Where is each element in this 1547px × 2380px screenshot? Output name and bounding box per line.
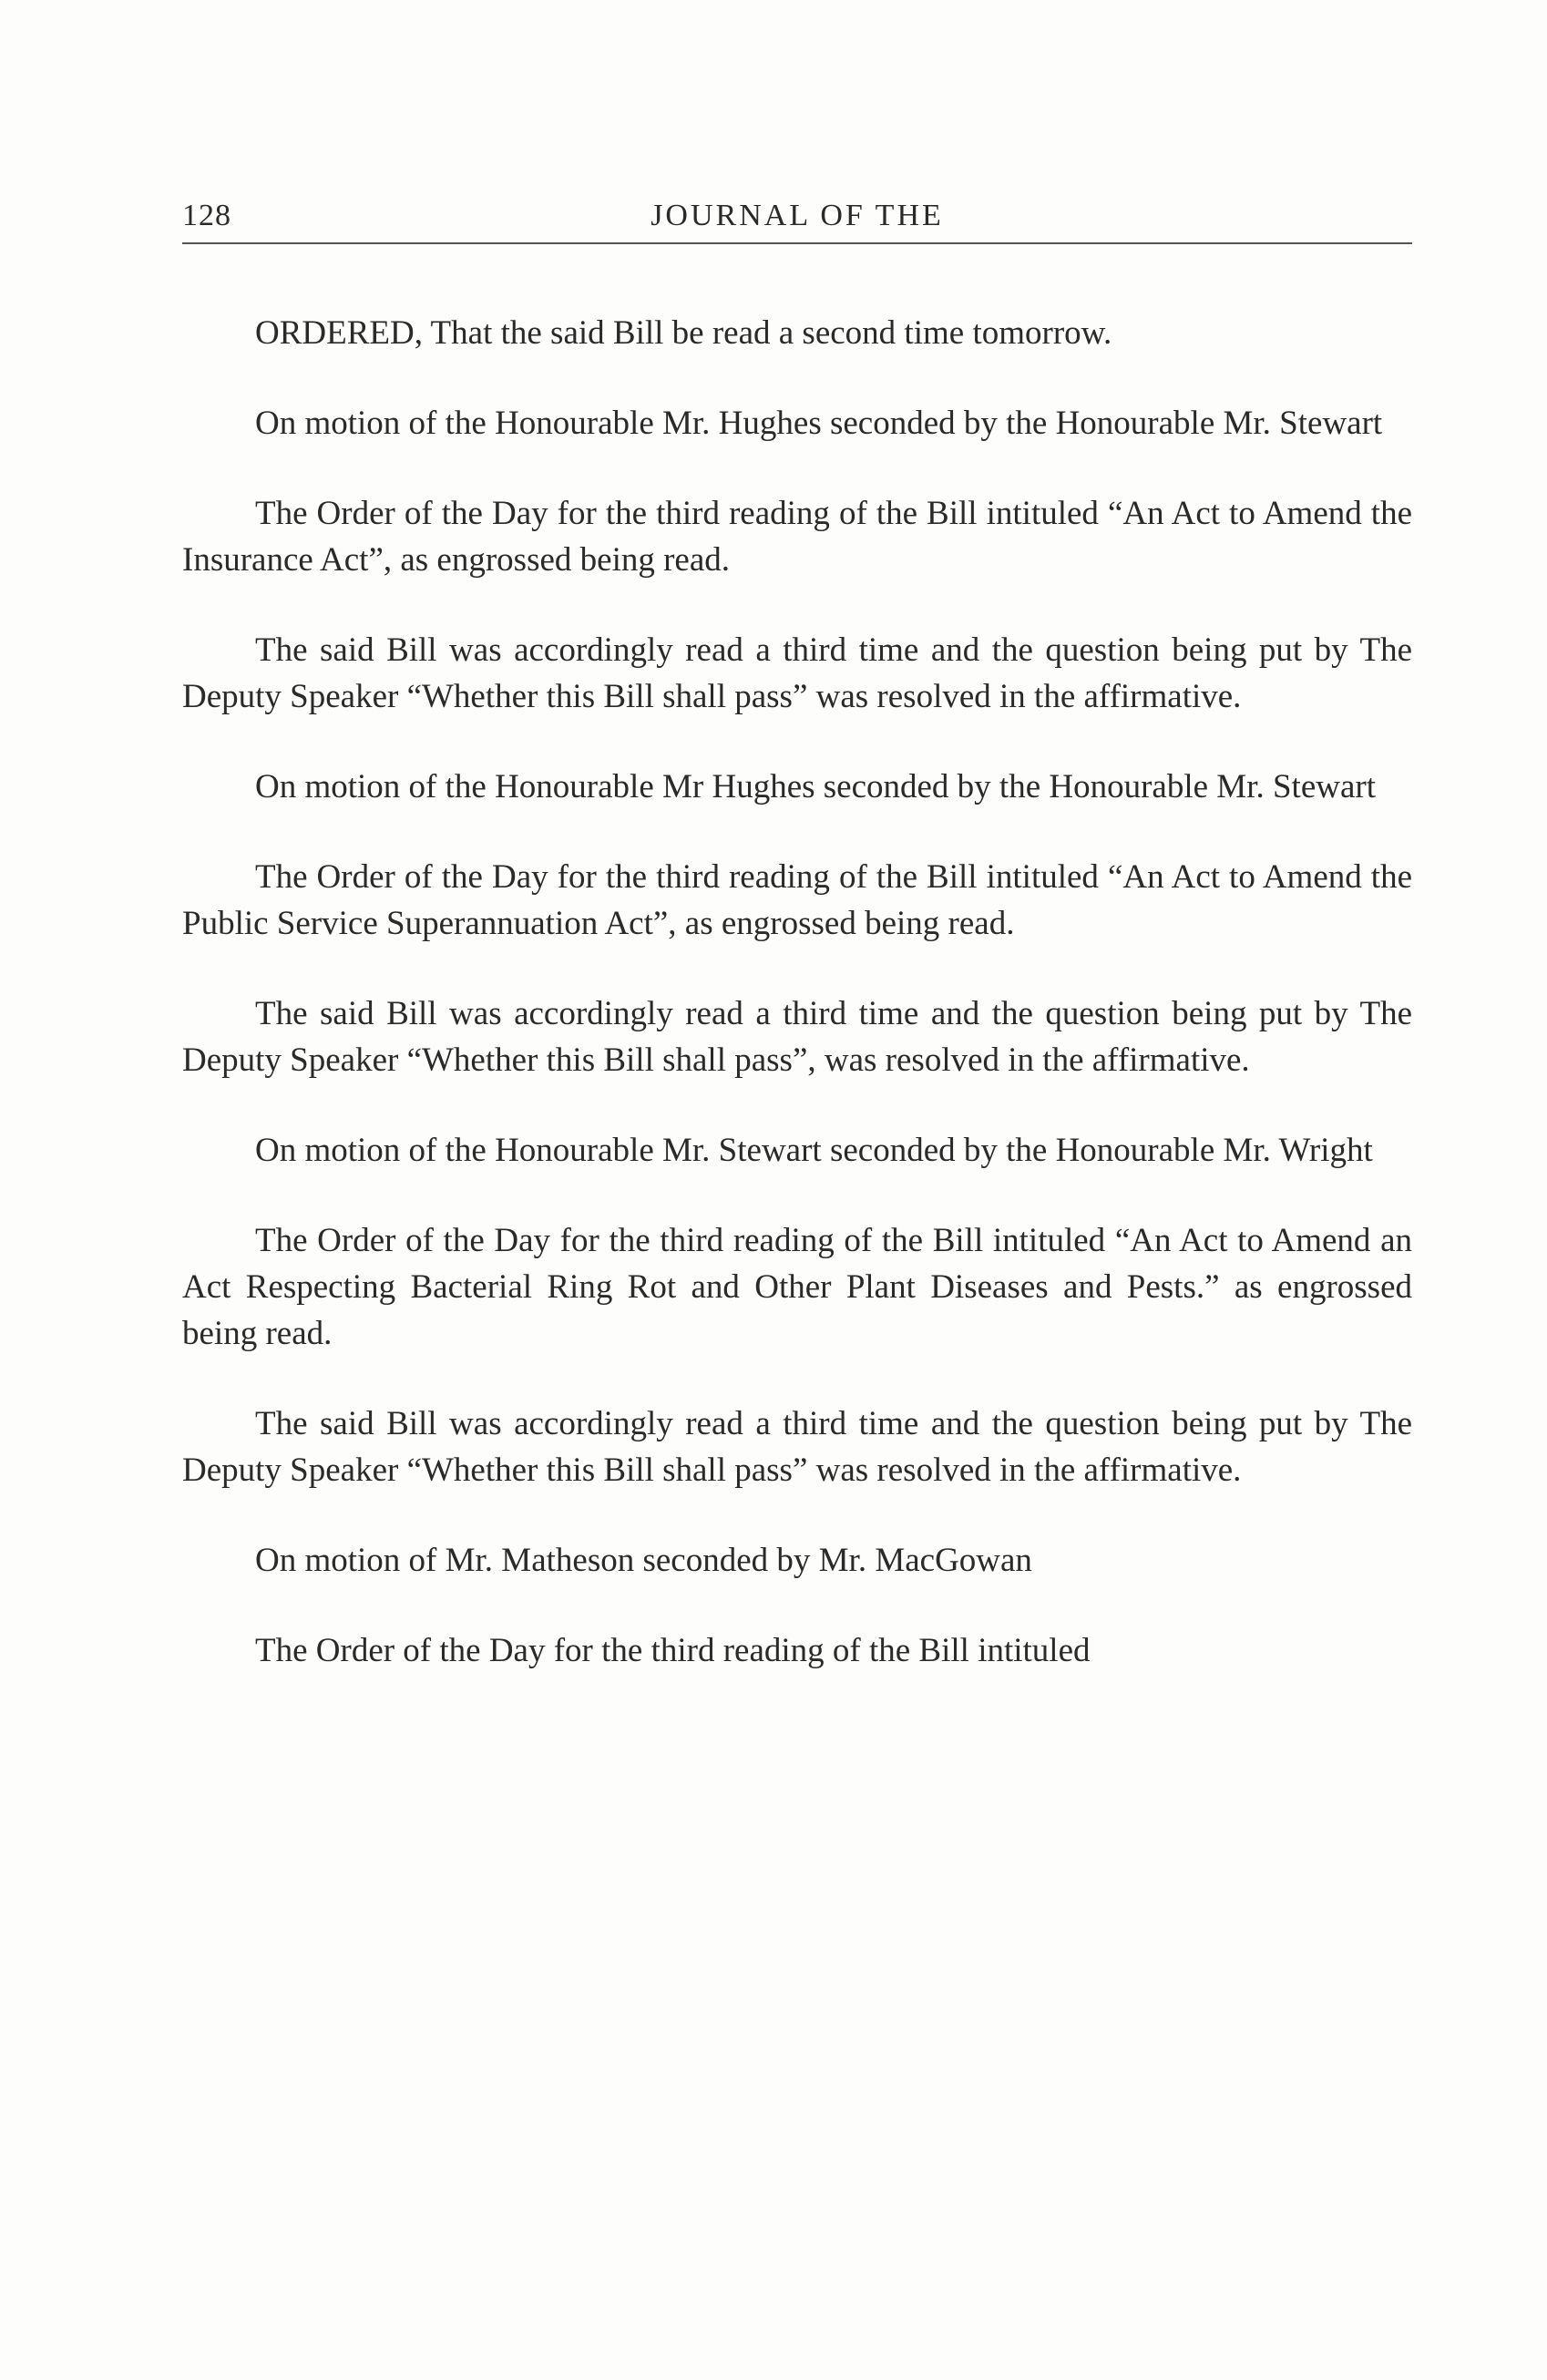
paragraph-ordered-second-reading: ORDERED, That the said Bill be read a second time tomorrow. (255, 314, 1112, 352)
paragraph-order-superannuation-act: The Order of the Day for the third reading of the Bill intituled “An Act to Amend the Public Service Superannuation Act”, as engrossed being read. (182, 858, 1412, 942)
paragraph-order-ring-rot-act: The Order of the Day for the third reading of the Bill intituled “An Act to Amend an Act Respecting Bacterial Ring Rot and Other Plant Diseases and Pests.” as engrossed being read. (182, 1222, 1412, 1352)
paragraph-motion-hughes-2: On motion of the Honourable Mr Hughes seconded by the Honourable Mr. Stewart (255, 768, 1376, 805)
paragraph-motion-hughes-1: On motion of the Honourable Mr. Hughes seconded by the Honourable Mr. Stewart (255, 405, 1383, 442)
journal-body (182, 310, 1412, 1674)
running-head (182, 199, 1412, 244)
journal-title: JOURNAL OF THE (651, 199, 944, 232)
paragraph-resolution-2: The said Bill was accordingly read a third time and the question being put by The Deputy Speaker “Whether this Bill shall pass”, was resolved in the affirmative. (182, 995, 1412, 1079)
paragraph-order-continued: The Order of the Day for the third reading of the Bill intituled (255, 1632, 1091, 1669)
page-number: 128 (182, 199, 231, 232)
paragraph-motion-matheson: On motion of Mr. Matheson seconded by Mr. MacGowan (255, 1542, 1032, 1579)
paragraph-motion-stewart: On motion of the Honourable Mr. Stewart seconded by the Honourable Mr. Wright (255, 1132, 1373, 1169)
paragraph-order-insurance-act: The Order of the Day for the third reading of the Bill intituled “An Act to Amend the Insurance Act”, as engrossed being read. (182, 495, 1412, 579)
paragraph-resolution-3: The said Bill was accordingly read a third time and the question being put by The Deputy Speaker “Whether this Bill shall pass” was resolved in the affirmative. (182, 1405, 1412, 1489)
paragraph-resolution-1: The said Bill was accordingly read a third time and the question being put by The Deputy Speaker “Whether this Bill shall pass” was resolved in the affirmative. (182, 631, 1412, 715)
